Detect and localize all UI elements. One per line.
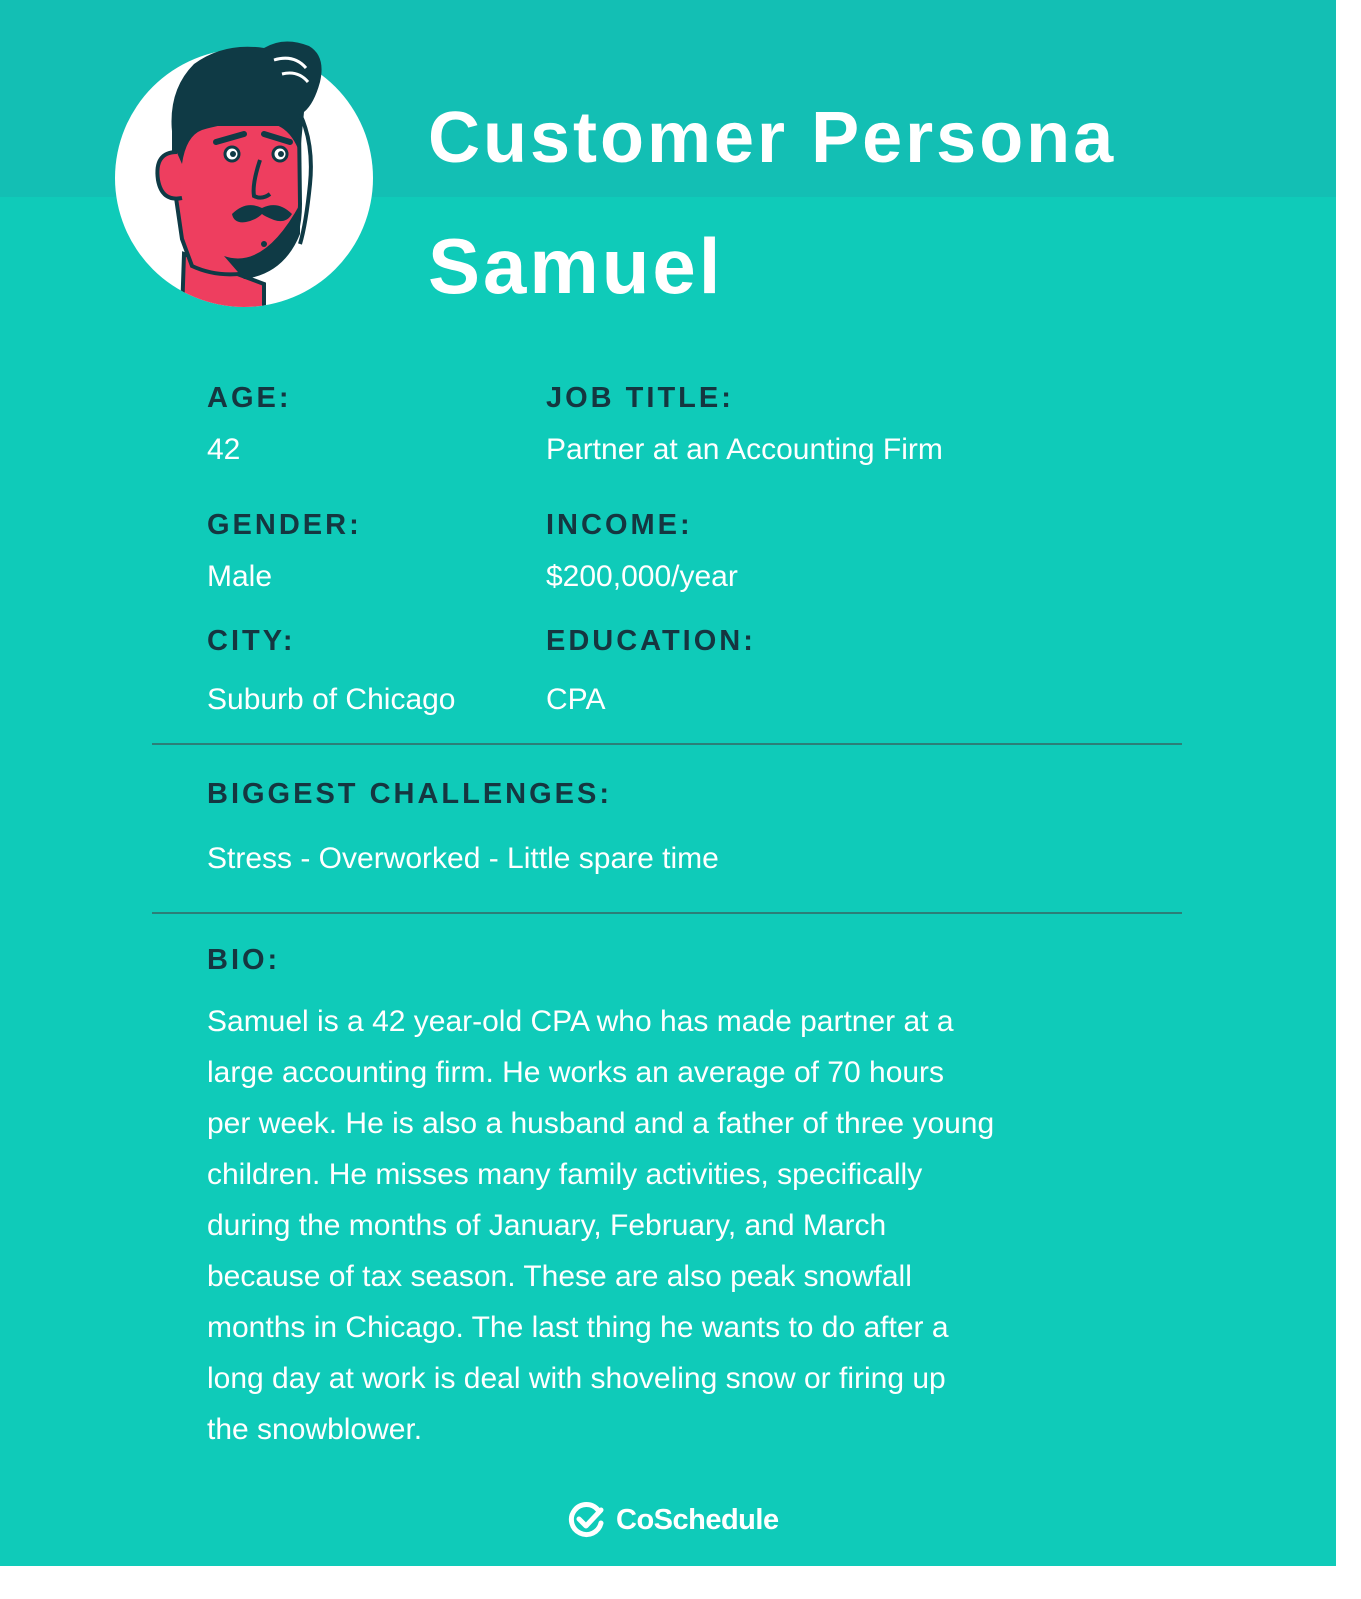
income-value: $200,000/year: [546, 560, 738, 593]
coschedule-logo: [568, 1500, 779, 1540]
divider-top: [152, 743, 1182, 745]
bio-text: [207, 996, 1087, 1455]
city-label: CITY:: [207, 625, 296, 657]
gender-value: Male: [207, 560, 273, 593]
bio-label: BIO:: [207, 944, 281, 976]
divider-bottom: [152, 912, 1182, 914]
education-value: CPA: [546, 683, 606, 716]
challenges-label: BIGGEST CHALLENGES:: [207, 778, 613, 810]
man-avatar-icon: [114, 34, 376, 309]
bio-line: the snowblower.: [207, 1413, 423, 1446]
bio-line: during the months of January, February, and March: [207, 1209, 887, 1242]
income-label: INCOME:: [546, 509, 693, 541]
persona-name: Samuel: [428, 222, 724, 310]
job-title-label: JOB TITLE:: [546, 382, 734, 414]
bio-line: because of tax season. These are also peak snowfall: [207, 1260, 912, 1293]
age-label: AGE:: [207, 382, 292, 414]
gender-label: GENDER:: [207, 509, 362, 541]
avatar: [114, 34, 376, 309]
bio-line: children. He misses many family activities, specifically: [207, 1158, 923, 1191]
brand-name: CoSchedule: [616, 1504, 779, 1536]
bio-line: per week. He is also a husband and a father of three young: [207, 1107, 995, 1140]
bio-line: long day at work is deal with shoveling snow or firing up: [207, 1362, 946, 1395]
page-title: Customer Persona: [428, 98, 1117, 178]
challenges-value: Stress - Overworked - Little spare time: [207, 842, 719, 875]
check-circle-icon: [568, 1501, 606, 1539]
city-value: Suburb of Chicago: [207, 683, 456, 716]
bio-line: months in Chicago. The last thing he wants to do after a: [207, 1311, 949, 1344]
bio-line: Samuel is a 42 year-old CPA who has made partner at a: [207, 1005, 954, 1038]
job-title-value: Partner at an Accounting Firm: [546, 433, 943, 466]
bio-line: large accounting firm. He works an average of 70 hours: [207, 1056, 945, 1089]
education-label: EDUCATION:: [546, 625, 756, 657]
age-value: 42: [207, 433, 241, 466]
